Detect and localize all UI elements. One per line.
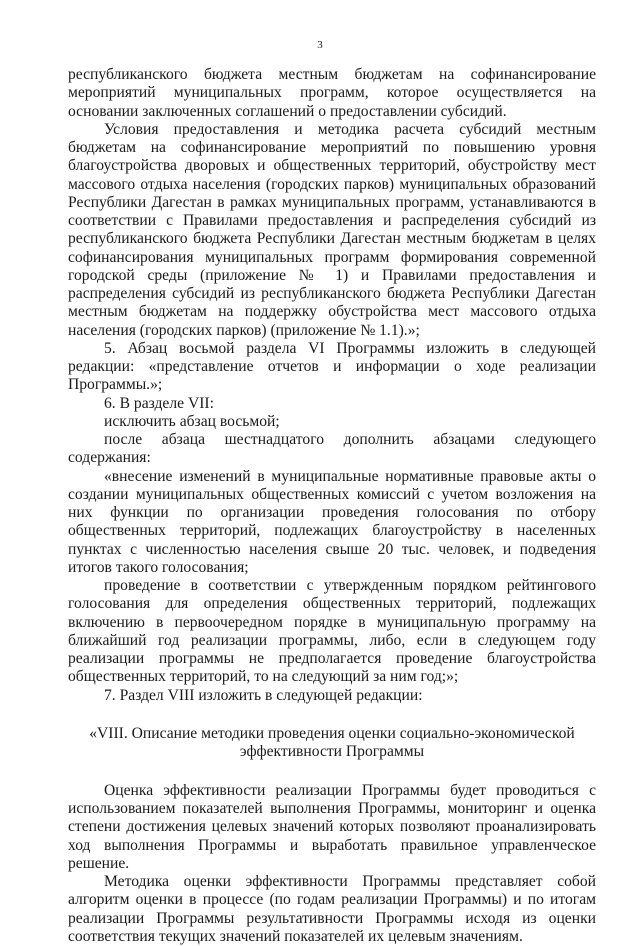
- body-text: [68, 66, 596, 946]
- paragraph: «внесение изменений в муниципальные нормативные правовые акты о создании муниципальных общественных комиссий с учетом возложения на них функции по организации проведения голосования по отбору общественных территорий, подлежащих благоустройству в населенных пунктах с численностью населения свыше 20 тыс. человек, и подведения итогов такого голосования;: [68, 467, 596, 576]
- paragraph: Условия предоставления и методика расчета субсидий местным бюджетам на софинансирование мероприятий по повышению уровня благоустройства дворовых и общественных территорий, обустройству мест массового отдыха населения (городских парков) муниципальных образований Республики Дагестан в рамках муниципальных программ, устанавливаются в соответствии с Правилами предоставления и распределения субсидий из республиканского бюджета Республики Дагестан местным бюджетам в целях софинансирования муниципальных программ формирования современной городской среды (приложение № 1) и Правилами предоставления и распределения субсидий из республиканского бюджета Республики Дагестан местным бюджетам на поддержку обустройства мест массового отдыха населения (городских парков) (приложение № 1.1).»;: [68, 120, 596, 339]
- paragraph: 7. Раздел VIII изложить в следующей редакции:: [104, 686, 423, 704]
- section-heading-line: эффективности Программы: [239, 743, 425, 761]
- paragraph: исключить абзац восьмой;: [104, 412, 280, 430]
- paragraph: после абзаца шестнадцатого дополнить абзацами следующего содержания:: [68, 431, 596, 467]
- section-heading-line: «VIII. Описание методики проведения оценки социально-экономической: [89, 724, 575, 742]
- paragraph: проведение в соответствии с утвержденным порядком рейтингового голосования для определения общественных территорий, подлежащих включению в первоочередном порядке в муниципальную программу на ближайший год реализации программы, либо, если в следующем году реализации программы не предполагается проведение благоустройства общественных территорий, то на следующий за ним год;»;: [68, 577, 596, 686]
- paragraph: 6. В разделе VII:: [104, 394, 214, 412]
- paragraph: республиканского бюджета местным бюджетам на софинансирование мероприятий муниципальных программ, которое осуществляется на основании заключенных соглашений о предоставлении субсидий.: [68, 66, 596, 120]
- page-number: 3: [317, 39, 323, 51]
- section-heading: [68, 725, 596, 762]
- paragraph: Методика оценки эффективности Программы представляет собой алгоритм оценки в процессе (по годам реализации Программы) и по итогам реализации Программы результативности Программы исходя из оценки соответствия текущих значений показателей их целевым значениям.: [68, 873, 596, 945]
- paragraph: Оценка эффективности реализации Программы будет проводиться с использованием показателей выполнения Программы, мониторинг и оценка степени достижения целевых значений которых позволяют проанализировать ход выполнения Программы и выработать правильное управленческое решение.: [68, 781, 596, 872]
- paragraph: 5. Абзац восьмой раздела VI Программы изложить в следующей редакции: «представление отчетов и информации о ходе реализации Программы.»;: [68, 339, 596, 394]
